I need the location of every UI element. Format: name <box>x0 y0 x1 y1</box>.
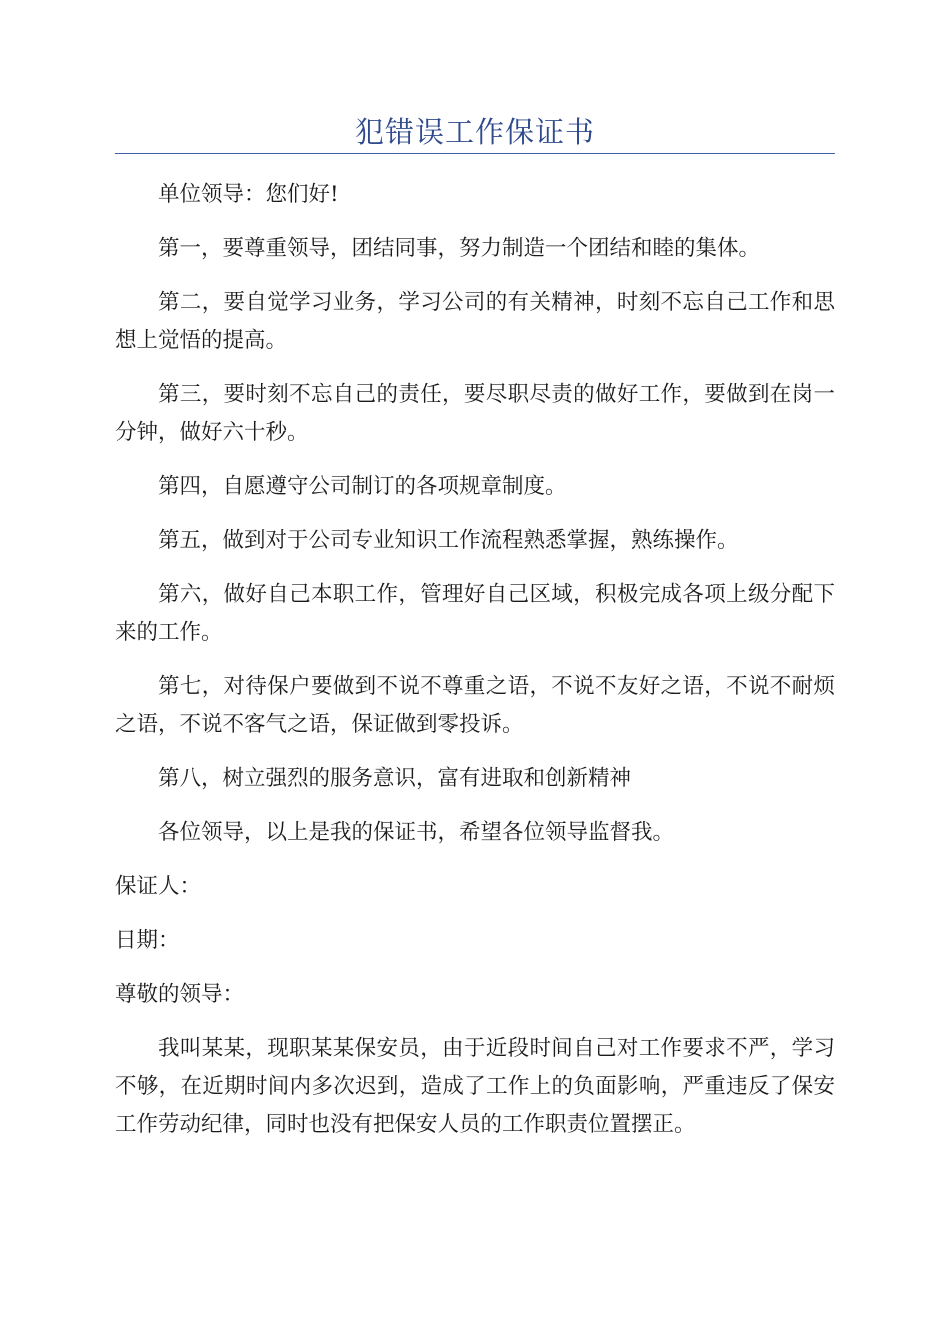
pledge-item-3: 第三，要时刻不忘自己的责任，要尽职尽责的做好工作，要做到在岗一分钟，做好六十秒。 <box>115 382 835 445</box>
greeting-paragraph: 单位领导：您们好! <box>158 182 339 207</box>
document-title: 犯错误工作保证书 <box>354 115 595 149</box>
title-underline <box>115 153 835 154</box>
date-line: 日期： <box>115 928 180 953</box>
pledge-item-4: 第四，自愿遵守公司制订的各项规章制度。 <box>158 474 567 499</box>
pledge-item-1: 第一，要尊重领导，团结同事，努力制造一个团结和睦的集体。 <box>158 236 761 261</box>
pledge-item-8: 第八，树立强烈的服务意识，富有进取和创新精神 <box>158 766 632 791</box>
statement-paragraph: 我叫某某，现职某某保安员，由于近段时间自己对工作要求不严，学习不够，在近期时间内多次迟到，造成了工作上的负面影响，严重违反了保安工作劳动纪律，同时也没有把保安人员的工作职责位置摆正。 <box>115 1036 835 1137</box>
pledge-item-6: 第六，做好自己本职工作，管理好自己区域，积极完成各项上级分配下来的工作。 <box>115 582 835 645</box>
pledge-item-7: 第七，对待保户要做到不说不尊重之语，不说不友好之语，不说不耐烦之语，不说不客气之语，保证做到零投诉。 <box>115 674 835 737</box>
pledge-item-2: 第二，要自觉学习业务，学习公司的有关精神，时刻不忘自己工作和思想上觉悟的提高。 <box>115 290 835 353</box>
guarantor-line: 保证人： <box>115 874 202 899</box>
salutation-line: 尊敬的领导： <box>115 982 245 1007</box>
pledge-item-5: 第五，做到对于公司专业知识工作流程熟悉掌握，熟练操作。 <box>158 528 739 553</box>
closing-paragraph: 各位领导，以上是我的保证书，希望各位领导监督我。 <box>158 820 675 845</box>
document-body <box>115 176 835 1144</box>
